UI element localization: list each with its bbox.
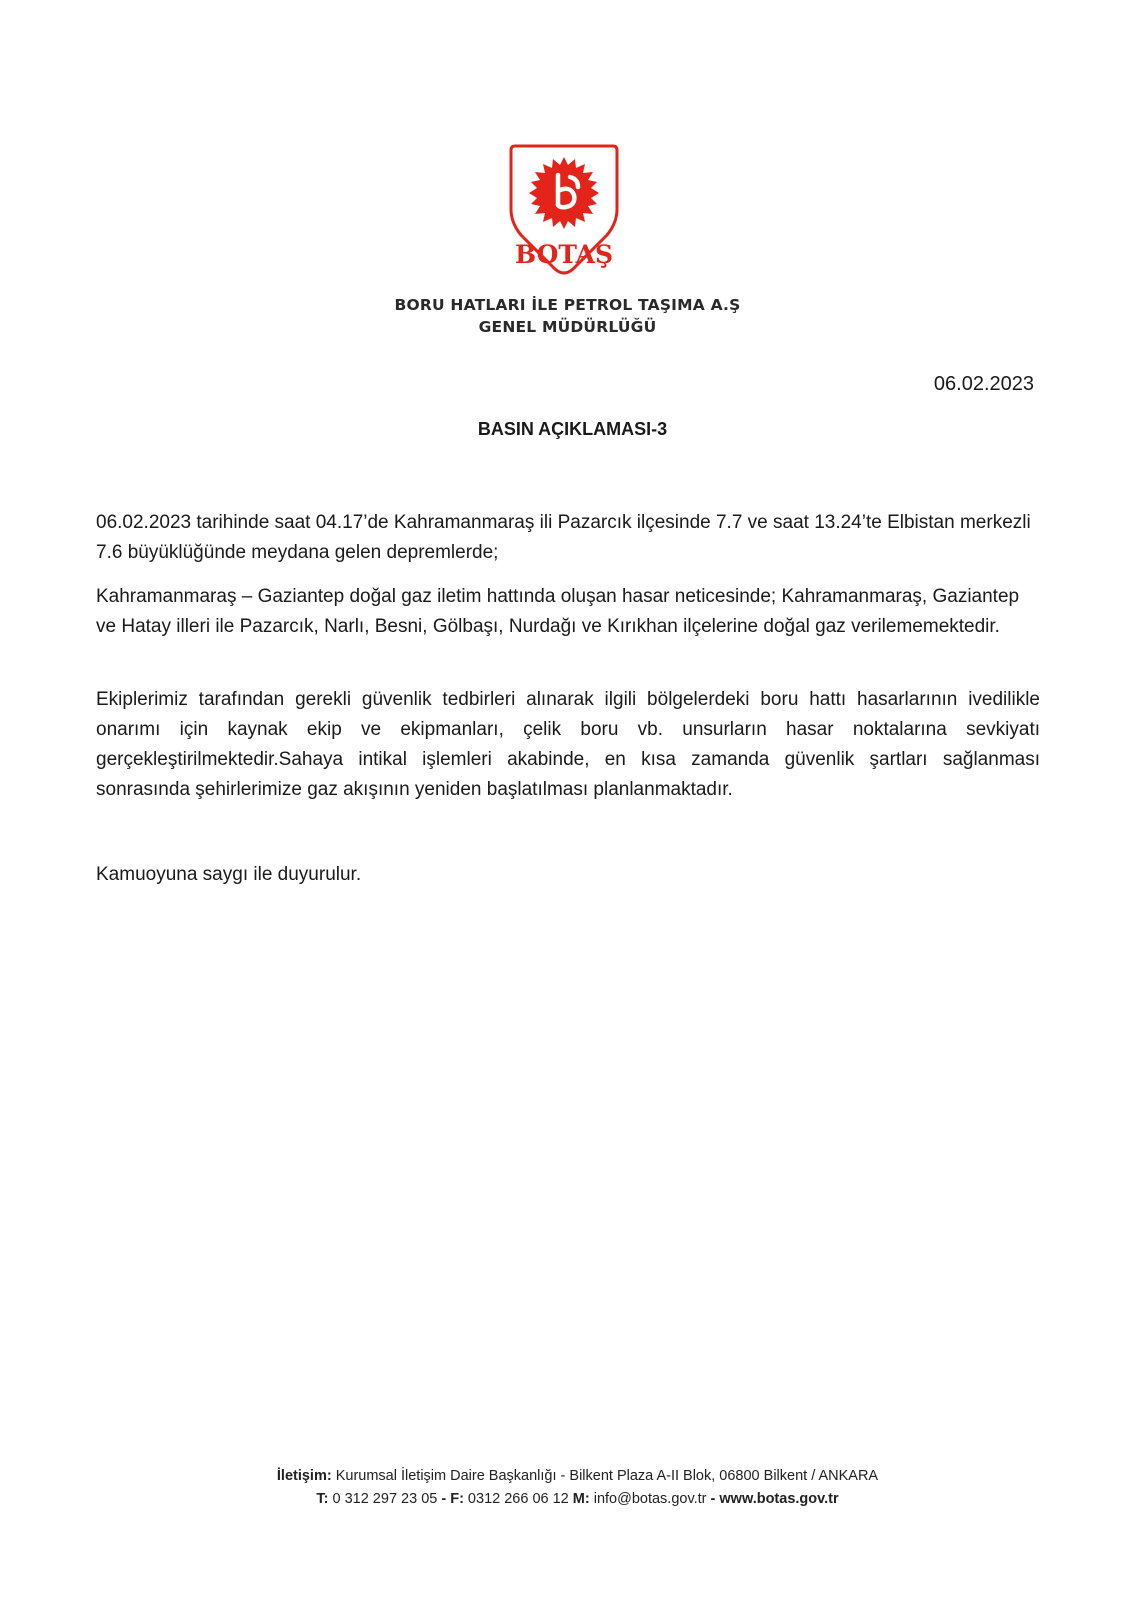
botas-flame-logo-icon xyxy=(507,143,621,278)
fax-label: F: xyxy=(450,1491,464,1507)
separator: - xyxy=(710,1491,720,1507)
paragraph-text: 06.02.2023 tarihinde saat 04.17’de Kahramanmaraş ili Pazarcık ilçesinde 7.7 ve saat 13.24’te Elbistan merkezli 7.6 büyüklüğünde meydana gelen depremlerde; xyxy=(96,512,1031,563)
brand-text: BOTAŞ xyxy=(514,240,614,269)
paragraph-1 xyxy=(96,508,1040,568)
paragraph-2 xyxy=(96,582,1040,642)
paragraph-3 xyxy=(96,685,1040,805)
document-date: 06.02.2023 xyxy=(933,373,1034,395)
website-link[interactable]: www.botas.gov.tr xyxy=(719,1491,839,1507)
company-name-line1: BORU HATLARI İLE PETROL TAŞIMA A.Ş xyxy=(394,296,741,314)
contact-address: Kurumsal İletişim Daire Başkanlığı - Bilkent Plaza A-II Blok, 06800 Bilkent / ANKARA xyxy=(331,1468,879,1484)
separator: - xyxy=(441,1491,451,1507)
paragraph-text: Kahramanmaraş – Gaziantep doğal gaz iletim hattında oluşan hasar neticesinde; Kahramanmaraş, Gaziantep ve Hatay illeri ile Pazarcık, Narlı, Besni, Gölbaşı, Nurdağı ve Kırıkhan ilçelerine doğal gaz verilememektedir. xyxy=(96,586,1020,637)
footer-phone-line xyxy=(12,1491,1131,1507)
contact-label: İletişim: xyxy=(276,1468,332,1484)
closing-statement xyxy=(96,860,1040,890)
email-link[interactable]: info@botas.gov.tr xyxy=(589,1491,711,1507)
document-title: BASIN AÇIKLAMASI-3 xyxy=(477,419,668,439)
paragraph-text: Kamuoyuna saygı ile duyurulur. xyxy=(96,864,362,885)
mail-label: M: xyxy=(572,1491,590,1507)
phone-number: 0 312 297 23 05 xyxy=(328,1491,442,1507)
fax-number: 0312 266 06 12 xyxy=(463,1491,573,1507)
footer-contact xyxy=(12,1468,1131,1484)
botas-logo xyxy=(507,143,621,278)
phone-label: T: xyxy=(316,1491,329,1507)
company-name-line2: GENEL MÜDÜRLÜĞÜ xyxy=(478,318,657,336)
paragraph-text: Ekiplerimiz tarafından gerekli güvenlik tedbirleri alınarak ilgili bölgelerdeki boru hattı hasarlarının ivedilikle onarımı için kaynak ekip ve ekipmanları, çelik boru vb. unsurların hasar noktalarına sevkiyatı gerçekleştirilmektedir.Sahaya intikal işlemleri akabinde, en kısa zamanda güvenlik şartları sağlanması sonrasında şehirlerimize gaz akışının yeniden başlatılması planlanmaktadır. xyxy=(96,689,1040,800)
